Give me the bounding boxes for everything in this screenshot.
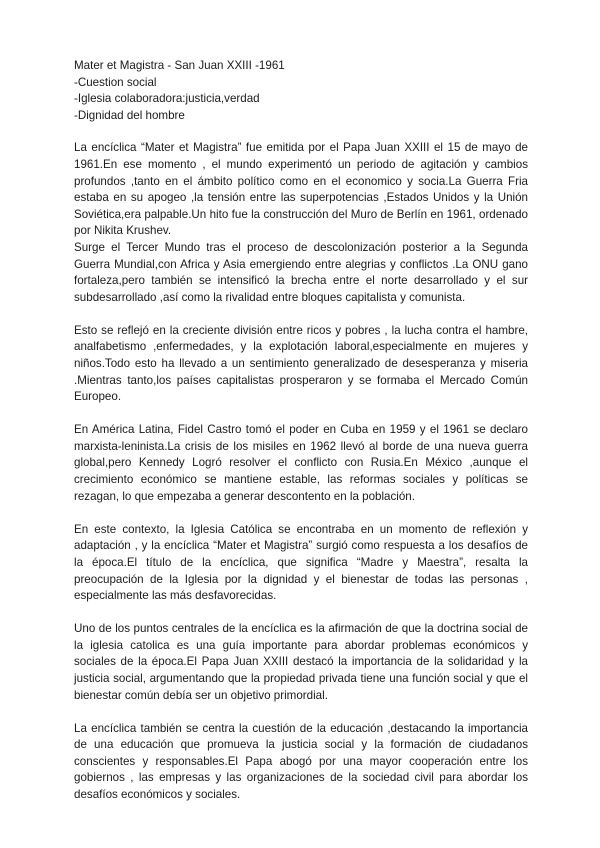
paragraph-third-world: Surge el Tercer Mundo tras el proceso de descolonización posterior a la Segunda Guerra Mundial,con Africa y Asia emergiendo entre alegrias y conflictos .La ONU gano fortaleza,pero también se intensificó la brecha entre el norte desarrollado y el sur subdesarrollado ,así como la rivalidad entre bloques capitalista y comunista. — [74, 240, 528, 304]
paragraph-education: La encíclica también se centra la cuestión de la educación ,destacando la importancia de una educación que promueva la justicia social y la formación de ciudadanos conscientes y responsables.El Papa abogó por una mayor cooperación entre los gobiernos , las empresas y las organizaciones de la sociedad civil para abordar los desafíos económicos y sociales. — [74, 721, 528, 802]
paragraph-social-doctrine: Uno de los puntos centrales de la encíclica es la afirmación de que la doctrina social de la iglesia catolica es una guía importante para abordar problemas económicos y sociales de la época.El Papa Juan XXIII destacó la importancia de la solidaridad y la justicia social, argumentando que la propiedad privada tiene una función social y que el bienestar común debía ser un objetivo primordial. — [74, 622, 528, 702]
paragraph-introduction: La encíclica “Mater et Magistra” fue emitida por el Papa Juan XXIII el 15 de mayo de 1961.En ese momento , el mundo experimentó un periodo de agitación y cambios profundos ,tanto en el ámbito político como en el economico y socia.La Guerra Fria estaba en su apogeo ,la tensión entre las superpotencias ,Estados Unidos y la Unión Soviética,era palpable.Un hito fue la construcción del Muro de Berlín en 1961, ordenado por Nikita Krushev. — [74, 141, 528, 238]
paragraph-church-context: En este contexto, la Iglesia Católica se encontraba en un momento de reflexión y adaptación , y la encíclica “Mater et Magistra” surgió como respuesta a los desafíos de la época.El título de la encíclica, que significa “Madre y Maestra”, resalta la preocupación de la Iglesia por la dignidad y el bienestar de todas las personas , especialmente las más desfavorecidas. — [74, 522, 528, 603]
topic-item: -Dignidad del hombre — [74, 108, 185, 122]
document-header — [74, 58, 528, 124]
paragraph-inequality: Esto se reflejó en la creciente división entre ricos y pobres , la lucha contra el hambre, analfabetismo ,enfermedades, y la explotación laboral,especialmente en mujeres y niños.Todo esto ha llevado a un sentimiento generalizado de desesperanza y miseria .Mientras tanto,los países capitalistas prosperaron y se formaba el Mercado Común Europeo. — [74, 323, 528, 404]
paragraph-latin-america: En América Latina, Fidel Castro tomó el poder en Cuba en 1959 y el 1961 se declaro marxista-leninista.La crisis de los misiles en 1962 llevó al borde de una nueva guerra global,pero Kennedy Logró resolver el conflicto con Rusia.En México ,aunque el crecimiento económico se mantiene estable, las reformas sociales y políticas se rezagan, lo que empezaba a generar descontento en la población. — [74, 423, 528, 503]
document-title: Mater et Magistra - San Juan XXIII -1961 — [74, 59, 285, 72]
topic-item: -Cuestion social — [74, 75, 157, 89]
document-page — [74, 58, 528, 820]
topic-item: -Iglesia colaboradora:justicia,verdad — [74, 92, 260, 106]
